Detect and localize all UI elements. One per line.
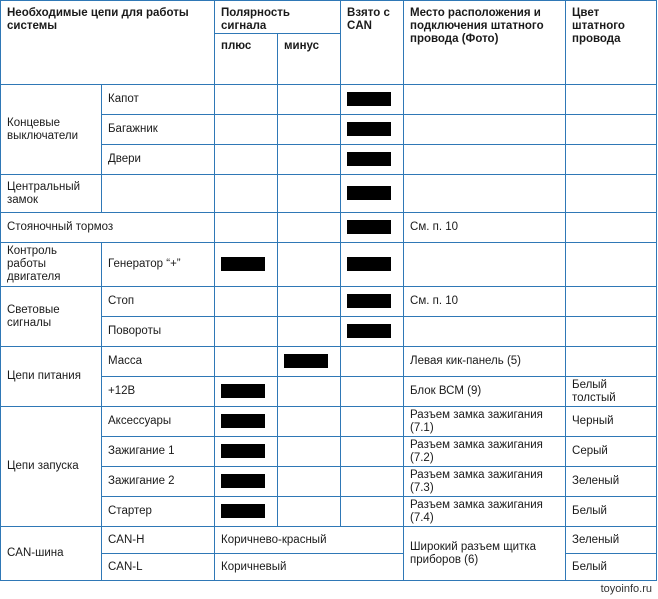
acc-location: Разъем замка зажигания (7.1): [404, 407, 566, 437]
acc-color: Черный: [566, 407, 657, 437]
header-plus: плюс: [215, 34, 278, 85]
can-location: Широкий разъем щитка приборов (6): [404, 527, 566, 581]
group-limit-switches: Концевые выключатели: [1, 85, 102, 175]
row-plus12: +12В: [102, 377, 215, 407]
group-start: Цепи запуска: [1, 407, 102, 527]
redaction-block: [221, 504, 265, 518]
header-circuits: Необходимые цепи для работы системы: [1, 1, 215, 85]
redaction-block: [221, 474, 265, 488]
parking-brake-location: См. п. 10: [404, 213, 566, 243]
redaction-block: [221, 384, 265, 398]
row-parking-brake: Стояночный тормоз: [1, 213, 215, 243]
row-ground: Масса: [102, 347, 215, 377]
can-l-wire: Коричневый: [215, 554, 404, 581]
row-turns: Повороты: [102, 317, 215, 347]
redaction-block: [347, 186, 391, 200]
redaction-block: [347, 257, 391, 271]
header-minus: минус: [278, 34, 341, 85]
group-lights: Световые сигналы: [1, 287, 102, 347]
can-l-color: Белый: [566, 554, 657, 581]
redaction-block: [347, 152, 391, 166]
ign2-color: Зеленый: [566, 467, 657, 497]
redaction-block: [221, 414, 265, 428]
row-ign1: Зажигание 1: [102, 437, 215, 467]
can-h-wire: Коричнево-красный: [215, 527, 404, 554]
group-engine-control: Контроль работы двигателя: [1, 243, 102, 287]
header-location: Место расположения и подключения штатного провода (Фото): [404, 1, 566, 85]
can-h-color: Зеленый: [566, 527, 657, 554]
redaction-block: [347, 220, 391, 234]
row-can-l: CAN-L: [102, 554, 215, 581]
starter-location: Разъем замка зажигания (7.4): [404, 497, 566, 527]
watermark: toyoinfo.ru: [600, 583, 652, 595]
group-can-bus: CAN-шина: [1, 527, 102, 581]
starter-color: Белый: [566, 497, 657, 527]
plus12-location: Блок ВСМ (9): [404, 377, 566, 407]
group-power: Цепи питания: [1, 347, 102, 407]
row-stop: Стоп: [102, 287, 215, 317]
group-central-lock: Центральный замок: [1, 175, 102, 213]
row-can-h: CAN-H: [102, 527, 215, 554]
header-color: Цвет штатного провода: [566, 1, 657, 85]
ign1-location: Разъем замка зажигания (7.2): [404, 437, 566, 467]
ign1-color: Серый: [566, 437, 657, 467]
ground-location: Левая кик-панель (5): [404, 347, 566, 377]
redaction-block: [347, 324, 391, 338]
row-hood: Капот: [102, 85, 215, 115]
row-doors: Двери: [102, 145, 215, 175]
stop-location: См. п. 10: [404, 287, 566, 317]
row-generator: Генератор “+”: [102, 243, 215, 287]
redaction-block: [347, 122, 391, 136]
plus12-color: Белый толстый: [566, 377, 657, 407]
row-acc: Аксессуары: [102, 407, 215, 437]
ign2-location: Разъем замка зажигания (7.3): [404, 467, 566, 497]
header-polarity: Полярность сигнала: [215, 1, 341, 34]
redaction-block: [221, 444, 265, 458]
redaction-block: [347, 294, 391, 308]
row-ign2: Зажигание 2: [102, 467, 215, 497]
redaction-block: [221, 257, 265, 271]
header-can: Взято с CAN: [341, 1, 404, 85]
row-starter: Стартер: [102, 497, 215, 527]
redaction-block: [347, 92, 391, 106]
redaction-block: [284, 354, 328, 368]
row-trunk: Багажник: [102, 115, 215, 145]
